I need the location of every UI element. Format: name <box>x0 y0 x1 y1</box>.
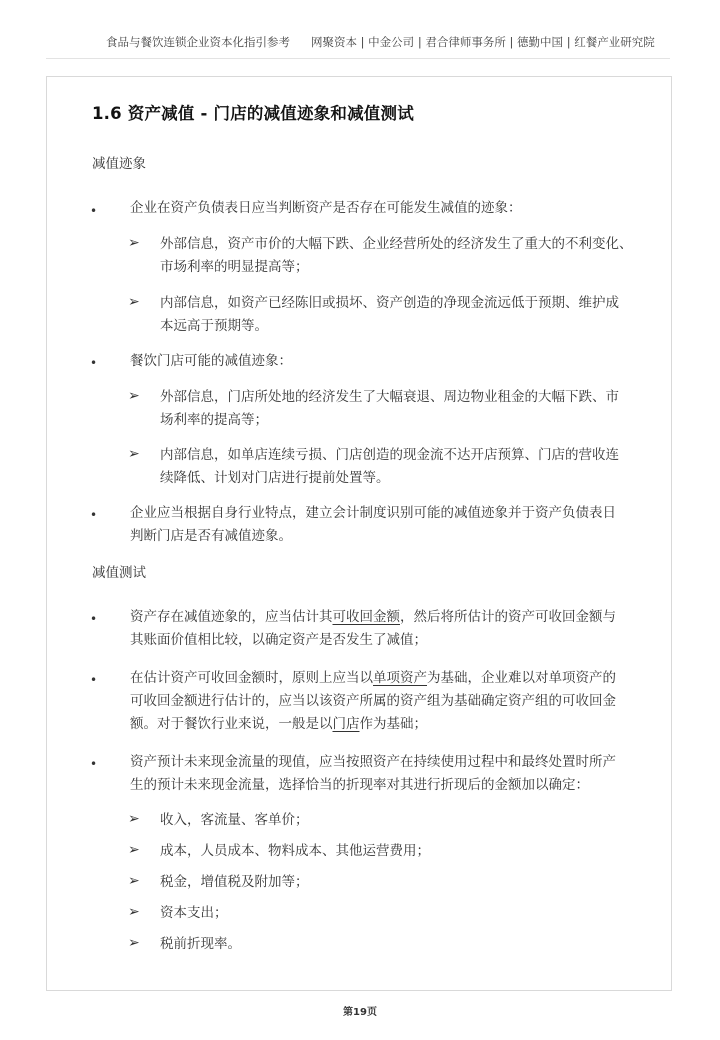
underlined-term: 门店 <box>332 716 360 732</box>
arrow-bullet-icon: ➢ <box>128 811 140 827</box>
sub-item-line: 市场利率的明显提高等； <box>160 259 309 275</box>
arrow-bullet-icon: ➢ <box>128 842 140 858</box>
bullet-icon: • <box>90 204 98 218</box>
list-item: 资本支出； <box>160 905 228 921</box>
bullet-icon: • <box>90 757 98 771</box>
underlined-term: 单项资产 <box>373 670 427 686</box>
bullet-text: 资产存在减值迹象的，应当估计其可收回金额，然后将所估计的资产可收回金额与 <box>130 609 616 625</box>
subheading-impairment-test: 减值测试 <box>92 565 146 581</box>
arrow-bullet-icon: ➢ <box>128 904 140 920</box>
list-item: 税前折现率。 <box>160 936 241 952</box>
header-report-title: 食品与餐饮连锁企业资本化指引参考 <box>106 35 290 49</box>
arrow-bullet-icon: ➢ <box>128 294 140 310</box>
subheading-impairment-indicators: 减值迹象 <box>92 156 146 172</box>
sub-item-line: 本远高于预期等。 <box>160 318 268 334</box>
sub-item-line: 内部信息，如资产已经陈旧或损坏、资产创造的净现金流远低于预期、维护成 <box>160 295 619 311</box>
sub-item-line: 续降低、计划对门店进行提前处置等。 <box>160 470 390 486</box>
arrow-bullet-icon: ➢ <box>128 388 140 404</box>
page-header <box>0 34 720 54</box>
sub-item-line: 外部信息，资产市价的大幅下跌、企业经营所处的经济发生了重大的不利变化、 <box>160 236 633 252</box>
sub-item-line: 场利率的提高等； <box>160 412 268 428</box>
bullet-text: 可收回金额进行估计的，应当以该资产所属的资产组为基础确定资产组的可收回金 <box>130 693 616 709</box>
bullet-text: 企业应当根据自身行业特点，建立会计制度识别可能的减值迹象并于资产负债表日 <box>130 505 616 521</box>
arrow-bullet-icon: ➢ <box>128 873 140 889</box>
section-title: 1.6 资产减值 - 门店的减值迹象和减值测试 <box>92 104 414 123</box>
bullet-icon: • <box>90 508 98 522</box>
bullet-icon: • <box>90 673 98 687</box>
list-item: 成本，人员成本、物料成本、其他运营费用； <box>160 843 430 859</box>
header-contributors: 网聚资本 | 中金公司 | 君合律师事务所 | 德勤中国 | 红餐产业研究院 <box>311 35 655 49</box>
bullet-text: 企业在资产负债表日应当判断资产是否存在可能发生减值的迹象： <box>130 200 522 216</box>
arrow-bullet-icon: ➢ <box>128 935 140 951</box>
bullet-icon: • <box>90 612 98 626</box>
arrow-bullet-icon: ➢ <box>128 446 140 462</box>
header-divider <box>46 58 670 59</box>
list-item: 收入，客流量、客单价； <box>160 812 309 828</box>
list-item: 税金，增值税及附加等； <box>160 874 309 890</box>
bullet-text: 餐饮门店可能的减值迹象： <box>130 353 292 369</box>
underlined-term: 可收回金额 <box>332 609 400 625</box>
bullet-text: 判断门店是否有减值迹象。 <box>130 528 292 544</box>
arrow-bullet-icon: ➢ <box>128 235 140 251</box>
bullet-text: 资产预计未来现金流量的现值，应当按照资产在持续使用过程中和最终处置时所产 <box>130 754 616 770</box>
bullet-text: 生的预计未来现金流量，选择恰当的折现率对其进行折现后的金额加以确定： <box>130 777 589 793</box>
sub-item-line: 内部信息，如单店连续亏损、门店创造的现金流不达开店预算、门店的营收连 <box>160 447 619 463</box>
bullet-icon: • <box>90 356 98 370</box>
bullet-text: 其账面价值相比较，以确定资产是否发生了减值； <box>130 632 427 648</box>
page-number: 第19页 <box>343 1007 377 1018</box>
bullet-text: 额。对于餐饮行业来说，一般是以门店作为基础； <box>130 716 427 732</box>
bullet-text: 在估计资产可收回金额时，原则上应当以单项资产为基础，企业难以对单项资产的 <box>130 670 616 686</box>
sub-item-line: 外部信息，门店所处地的经济发生了大幅衰退、周边物业租金的大幅下跌、市 <box>160 389 619 405</box>
